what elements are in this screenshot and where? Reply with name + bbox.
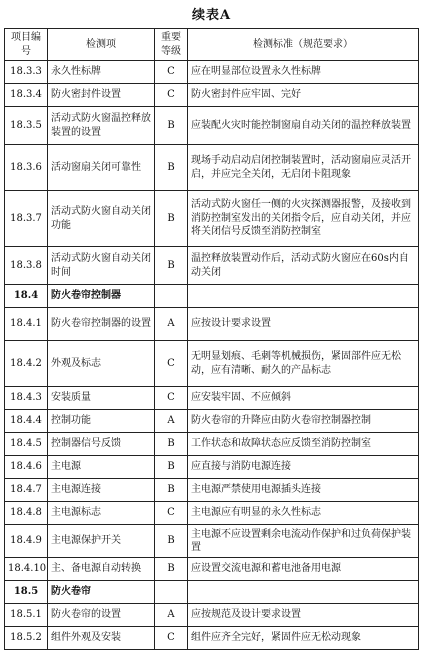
- cell-standard: 温控释放装置动作后，活动式防火窗应在60s内自动关闭: [188, 247, 419, 285]
- table-row: [5, 456, 419, 479]
- cell-inspection-item: 控制器信号反馈: [48, 433, 155, 456]
- section-row: [5, 581, 419, 604]
- table-row: [5, 308, 419, 341]
- cell-inspection-item: 防火密封件设置: [48, 84, 155, 107]
- cell-importance-level: C: [155, 502, 188, 525]
- cell-standard: 工作状态和故障状态应反馈至消防控制室: [188, 433, 419, 456]
- cell-inspection-item: 安装质量: [48, 387, 155, 410]
- cell-item-number: 18.3.7: [5, 191, 48, 247]
- table-header-row: [5, 29, 419, 61]
- table-row: [5, 247, 419, 285]
- cell-importance-level: C: [155, 84, 188, 107]
- cell-inspection-item: 活动式防火窗温控释放装置的设置: [48, 107, 155, 145]
- cell-standard: 活动式防火窗任一侧的火灾探测器报警，及接收到消防控制室发出的关闭指令后，应自动关闭，并应将关闭信号反馈至消防控制室: [188, 191, 419, 247]
- table-row: [5, 479, 419, 502]
- table-row: [5, 627, 419, 650]
- cell-importance-level: B: [155, 145, 188, 191]
- table-row: [5, 604, 419, 627]
- cell-standard: 防火卷帘的升降应由防火卷帘控制器控制: [188, 410, 419, 433]
- header-standard: 检测标准（规范要求）: [188, 29, 419, 61]
- cell-importance-level: B: [155, 456, 188, 479]
- cell-standard: 应直接与消防电源连接: [188, 456, 419, 479]
- cell-inspection-item: 防火卷帘控制器的设置: [48, 308, 155, 341]
- cell-importance-level: B: [155, 433, 188, 456]
- table-row: [5, 191, 419, 247]
- cell-standard: 应按规范及设计要求设置: [188, 604, 419, 627]
- cell-item-number: 18.4.9: [5, 525, 48, 558]
- cell-inspection-item: 主、备电源自动转换: [48, 558, 155, 581]
- cell-standard: 应安装牢固、不应倾斜: [188, 387, 419, 410]
- cell-importance-level: A: [155, 410, 188, 433]
- cell-standard: 主电源严禁使用电源插头连接: [188, 479, 419, 502]
- header-importance-level: 重要等级: [155, 29, 188, 61]
- table-row: [5, 107, 419, 145]
- cell-item-number: 18.4.4: [5, 410, 48, 433]
- cell-standard: 主电源不应设置剩余电流动作保护和过负荷保护装置: [188, 525, 419, 558]
- cell-item-number: 18.4: [5, 285, 48, 308]
- cell-item-number: 18.4.5: [5, 433, 48, 456]
- cell-standard: [188, 581, 419, 604]
- cell-item-number: 18.3.8: [5, 247, 48, 285]
- cell-inspection-item: 主电源: [48, 456, 155, 479]
- cell-importance-level: A: [155, 308, 188, 341]
- table-row: [5, 341, 419, 387]
- cell-inspection-item: 主电源连接: [48, 479, 155, 502]
- cell-item-number: 18.5.2: [5, 627, 48, 650]
- cell-standard: 应按设计要求设置: [188, 308, 419, 341]
- cell-inspection-item: 防火卷帘控制器: [48, 285, 155, 308]
- cell-standard: 无明显划痕、毛刺等机械损伤，紧固部件应无松动，应有清晰、耐久的产品标志: [188, 341, 419, 387]
- cell-item-number: 18.4.8: [5, 502, 48, 525]
- table-row: [5, 558, 419, 581]
- cell-importance-level: C: [155, 627, 188, 650]
- header-inspection-item: 检测项: [48, 29, 155, 61]
- table-row: [5, 525, 419, 558]
- cell-inspection-item: 永久性标牌: [48, 61, 155, 84]
- cell-item-number: 18.3.5: [5, 107, 48, 145]
- cell-item-number: 18.5.1: [5, 604, 48, 627]
- cell-item-number: 18.4.7: [5, 479, 48, 502]
- table-row: [5, 410, 419, 433]
- cell-standard: 应设置交流电源和蓄电池备用电源: [188, 558, 419, 581]
- cell-inspection-item: 主电源保护开关: [48, 525, 155, 558]
- cell-inspection-item: 活动式防火窗自动关闭时间: [48, 247, 155, 285]
- cell-importance-level: B: [155, 191, 188, 247]
- cell-standard: [188, 285, 419, 308]
- cell-importance-level: B: [155, 479, 188, 502]
- cell-standard: 防火密封件应牢固、完好: [188, 84, 419, 107]
- table-row: [5, 502, 419, 525]
- cell-item-number: 18.4.6: [5, 456, 48, 479]
- header-item-number: 项目编号: [5, 29, 48, 61]
- cell-inspection-item: 活动窗扇关闭可靠性: [48, 145, 155, 191]
- section-row: [5, 285, 419, 308]
- cell-inspection-item: 控制功能: [48, 410, 155, 433]
- cell-importance-level: [155, 285, 188, 308]
- cell-importance-level: B: [155, 525, 188, 558]
- cell-item-number: 18.4.1: [5, 308, 48, 341]
- cell-importance-level: C: [155, 341, 188, 387]
- cell-inspection-item: 组件外观及安装: [48, 627, 155, 650]
- cell-standard: 现场手动启动启闭控制装置时，活动窗扇应灵活开启，并应完全关闭，无启闭卡阻现象: [188, 145, 419, 191]
- cell-importance-level: C: [155, 387, 188, 410]
- cell-item-number: 18.3.6: [5, 145, 48, 191]
- cell-item-number: 18.3.3: [5, 61, 48, 84]
- table-row: [5, 61, 419, 84]
- cell-importance-level: A: [155, 604, 188, 627]
- cell-importance-level: [155, 581, 188, 604]
- cell-inspection-item: 防火卷帘: [48, 581, 155, 604]
- table-body: [5, 61, 419, 650]
- cell-item-number: 18.4.2: [5, 341, 48, 387]
- cell-item-number: 18.5: [5, 581, 48, 604]
- cell-inspection-item: 活动式防火窗自动关闭功能: [48, 191, 155, 247]
- cell-inspection-item: 主电源标志: [48, 502, 155, 525]
- cell-importance-level: C: [155, 61, 188, 84]
- inspection-table: [4, 28, 419, 650]
- cell-standard: 应装配火灾时能控制窗扇自动关闭的温控释放装置: [188, 107, 419, 145]
- cell-item-number: 18.4.10: [5, 558, 48, 581]
- cell-importance-level: B: [155, 558, 188, 581]
- table-row: [5, 84, 419, 107]
- cell-inspection-item: 防火卷帘的设置: [48, 604, 155, 627]
- table-caption: 续表A: [191, 8, 232, 23]
- table-row: [5, 433, 419, 456]
- cell-item-number: 18.4.3: [5, 387, 48, 410]
- cell-inspection-item: 外观及标志: [48, 341, 155, 387]
- cell-standard: 应在明显部位设置永久性标牌: [188, 61, 419, 84]
- table-row: [5, 387, 419, 410]
- cell-standard: 主电源应有明显的永久性标志: [188, 502, 419, 525]
- cell-importance-level: B: [155, 247, 188, 285]
- cell-importance-level: B: [155, 107, 188, 145]
- table-row: [5, 145, 419, 191]
- cell-item-number: 18.3.4: [5, 84, 48, 107]
- cell-standard: 组件应齐全完好，紧固件应无松动现象: [188, 627, 419, 650]
